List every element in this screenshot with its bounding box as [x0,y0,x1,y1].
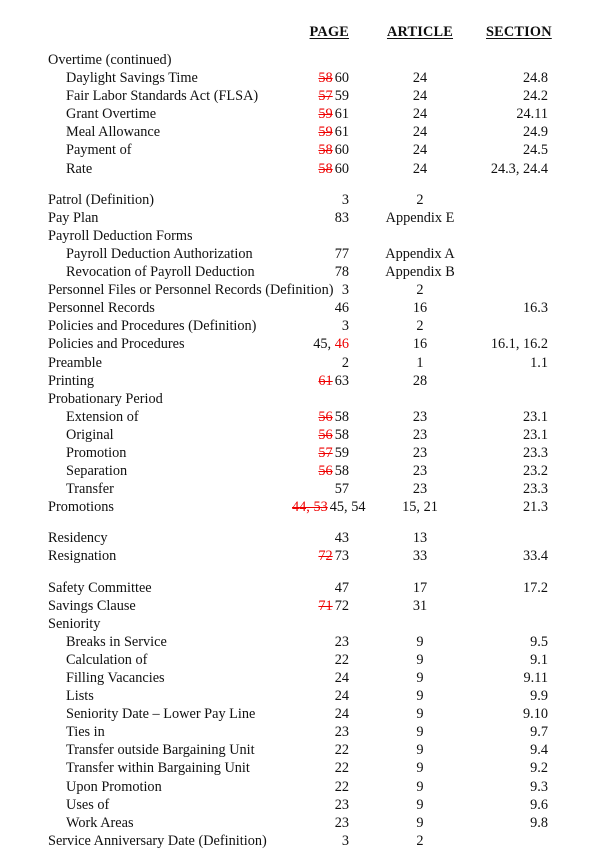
index-entry-section: 24.3, 24.4 [490,160,548,177]
index-entry-page [292,390,354,408]
index-entry-row [0,480,600,498]
index-entry-article: 2 [416,191,424,208]
index-entry-label: Meal Allowance [66,124,161,141]
index-entry-row [0,741,600,759]
index-entry-section [486,209,600,227]
index-entry-label: Transfer outside Bargaining Unit [66,742,255,759]
index-entry-row [0,462,600,480]
index-entry-section: 9.10 [522,706,548,723]
index-entry-page [292,372,354,390]
index-entry-row [0,597,600,615]
page-number: 47 [334,579,349,596]
index-entry-article: 9 [416,760,424,777]
struck-page-number: 58 [318,142,333,159]
index-entry-label: Transfer within Bargaining Unit [66,760,250,777]
index-entry-row [0,354,600,372]
index-entry-row [0,335,600,353]
index-entry-article: 9 [416,742,424,759]
struck-page-number: 44, 53 [292,499,328,516]
index-entry-article: 24 [412,88,428,105]
index-entry-article: 23 [412,444,428,461]
index-entry-label: Filling Vacancies [66,670,165,686]
index-entry-page [292,832,354,850]
index-entry-label: Personnel Records [48,300,155,317]
index-entry-article: 9 [416,670,424,686]
index-entry-section [486,245,600,263]
index-entry-section: 9.2 [530,760,548,777]
index-entry-article: 23 [412,463,428,480]
index-entry-section [486,227,600,245]
page-number: 72 [334,597,349,614]
group-separator-cell [0,566,600,579]
index-entry-label: Separation [66,463,128,480]
index-entry-article: 33 [412,548,428,565]
index-entry-page [292,263,354,281]
column-header-label [0,24,292,51]
index-entry-page [292,335,354,353]
index-entry-page [292,209,354,227]
page-number: 22 [334,760,349,777]
index-entry-row [0,372,600,390]
index-entry-row [0,408,600,426]
index-entry-article: 9 [416,688,424,705]
index-entry-section: 9.8 [530,814,548,831]
page-number: 22 [334,651,349,668]
group-separator [0,516,600,529]
index-entry-article: 24 [412,70,428,87]
index-entry-page [292,529,354,547]
index-entry-section: 9.6 [530,796,548,813]
index-entry-article [354,51,486,69]
struck-page-number: 59 [318,124,333,141]
index-entry-row [0,778,600,796]
index-entry-page [292,141,354,159]
page-number: 58 [334,426,349,443]
index-entry-label: Payroll Deduction Authorization [66,245,253,262]
page-number: 3 [341,282,349,299]
index-entry-article: 24 [412,160,428,177]
index-entry-article: 24 [412,106,428,123]
index-entry-label: Calculation of [66,651,148,668]
column-header-section: SECTION [486,24,552,40]
index-entry-label: Lists [66,688,94,705]
index-entry-label: Probationary Period [48,390,163,407]
index-entry-row [0,191,600,209]
struck-page-number: 58 [318,70,333,87]
index-entry-label: Seniority [48,615,101,632]
page-number: 2 [341,354,349,371]
index-entry-section: 33.4 [522,548,548,565]
index-entry-section: 24.2 [522,88,548,105]
index-entry-article: Appendix A [385,245,455,262]
page-number: 59 [334,88,349,105]
index-entry-row [0,687,600,705]
index-entry-label: Resignation [48,548,117,565]
index-entry-page [292,462,354,480]
index-entry-label: Payment of [66,142,132,159]
page-number: 23 [334,724,349,741]
index-entry-section [486,597,600,615]
index-entry-row [0,299,600,317]
struck-page-number: 56 [318,463,333,480]
index-entry-article: 9 [416,724,424,741]
index-entry-row [0,209,600,227]
index-entry-row [0,123,600,141]
header-row [0,24,600,51]
index-entry-row [0,796,600,814]
index-entry-page [292,299,354,317]
table-header [0,24,600,51]
page-number: 83 [334,209,349,226]
index-entry-section: 23.3 [522,481,548,498]
index-entry-page [292,814,354,832]
index-entry-page [292,778,354,796]
index-entry-label: Policies and Procedures (Definition) [48,318,257,335]
index-entry-article: 23 [412,408,428,425]
index-entry-row [0,69,600,87]
index-entry-page [292,227,354,245]
index-entry-section: 23.3 [522,444,548,461]
page-number: 24 [334,706,349,723]
struck-page-number: 61 [318,372,333,389]
index-entry-page [292,317,354,335]
index-entry-label: Pay Plan [48,209,99,226]
index-entry-label: Uses of [66,796,110,813]
index-entry-article: 16 [412,336,428,353]
index-entry-section: 9.5 [530,633,548,650]
column-header-article: ARTICLE [386,24,454,40]
index-entry-page [292,597,354,615]
index-entry-row [0,317,600,335]
index-entry-section: 9.1 [530,651,548,668]
index-entry-page [292,547,354,565]
page-number-prefix: 45, [313,336,335,353]
page-number: 59 [334,444,349,461]
index-entry-section [486,317,600,335]
index-entry-article: 9 [416,814,424,831]
index-entry-page [292,579,354,597]
index-entry-label: Work Areas [66,814,134,831]
index-entry-row [0,615,600,633]
index-entry-page [292,408,354,426]
index-entry-label: Service Anniversary Date (Definition) [48,832,267,849]
index-entry-page [292,191,354,209]
index-entry-label: Fair Labor Standards Act (FLSA) [66,88,259,105]
index-entry-row [0,263,600,281]
index-entry-section [486,191,600,209]
page-number: 61 [334,124,349,141]
index-entry-row [0,281,600,299]
index-entry-page [292,796,354,814]
index-entry-section: 23.1 [522,426,548,443]
index-entry-article: 9 [416,651,424,668]
index-entry-article: Appendix E [385,209,455,226]
index-entry-article: 13 [412,530,428,547]
index-entry-label: Safety Committee [48,579,152,596]
index-entry-label: Savings Clause [48,597,136,614]
index-entry-label: Payroll Deduction Forms [48,227,193,244]
index-entry-article: 23 [412,481,428,498]
struck-page-number: 58 [318,160,333,177]
index-entry-page [292,741,354,759]
page-number: 73 [334,548,349,565]
index-entry-row [0,444,600,462]
index-entry-page [292,160,354,178]
index-entry-section [486,615,600,633]
index-entry-section: 24.11 [516,106,548,123]
index-entry-page [292,633,354,651]
struck-page-number: 57 [318,88,333,105]
index-entry-row [0,498,600,516]
index-entry-row [0,87,600,105]
page-number: 24 [334,670,349,686]
struck-page-number: 56 [318,426,333,443]
index-entry-section [486,372,600,390]
index-entry-row [0,426,600,444]
index-entry-section: 9.4 [530,742,548,759]
index-entry-label: Overtime (continued) [48,52,172,68]
index-entry-page [292,651,354,669]
page-number: 77 [334,245,349,262]
index-entry-section: 17.2 [522,579,548,596]
index-entry-label: Patrol (Definition) [48,191,155,208]
column-header-page: PAGE [309,24,349,40]
index-entry-section: 24.9 [522,124,548,141]
page-number: 22 [334,778,349,795]
index-entry-row [0,814,600,832]
struck-page-number: 56 [318,408,333,425]
page-number: 3 [341,832,349,849]
struck-page-number: 57 [318,444,333,461]
table-body [0,51,600,850]
index-entry-page [292,69,354,87]
index-entry-label: Original [66,426,114,443]
index-entry-article: 15, 21 [402,499,438,516]
page-number: 58 [334,463,349,480]
struck-page-number: 59 [318,106,333,123]
index-entry-label: Policies and Procedures [48,336,185,353]
page-number: 22 [334,742,349,759]
index-entry-section [486,529,600,547]
index-entry-page [292,105,354,123]
index-entry-page [292,123,354,141]
page-number: 61 [334,106,349,123]
index-entry-label: Breaks in Service [66,633,167,650]
index-entry-article: 2 [416,282,424,299]
index-table [0,24,600,850]
page-number: 60 [334,160,349,177]
index-entry-section: 1.1 [530,354,548,371]
group-separator-cell [0,516,600,529]
index-entry-page [292,705,354,723]
index-entry-page [292,51,354,69]
index-entry-page [292,87,354,105]
page-number: 3 [341,318,349,335]
struck-page-number: 71 [318,597,333,614]
group-separator-cell [0,178,600,191]
page-number: 58 [334,408,349,425]
index-entry-article: 1 [416,354,424,371]
page-number: 63 [334,372,349,389]
page-number: 57 [334,481,349,498]
revised-page-number: 46 [334,336,349,353]
index-entry-label: Grant Overtime [66,106,157,123]
group-separator [0,178,600,191]
index-entry-label: Revocation of Payroll Deduction [66,264,255,281]
index-entry-row [0,529,600,547]
page-number: 78 [334,264,349,281]
index-entry-section [486,263,600,281]
index-entry-article [354,227,486,245]
index-entry-section: 9.11 [523,670,548,686]
page-number: 24 [334,688,349,705]
page-number: 23 [334,633,349,650]
page-number: 23 [334,814,349,831]
page-number: 43 [334,530,349,547]
page-number: 46 [334,300,349,317]
index-entry-row [0,651,600,669]
index-entry-section: 16.1, 16.2 [490,336,548,353]
index-entry-article: 24 [412,124,428,141]
index-entry-row [0,633,600,651]
index-entry-section [486,281,600,299]
index-entry-article: 9 [416,633,424,650]
index-entry-section [486,390,600,408]
page-number: 60 [334,70,349,87]
index-entry-page [292,615,354,633]
index-entry-section: 16.3 [522,300,548,317]
index-entry-row [0,390,600,408]
index-entry-section: 9.9 [530,688,548,705]
index-entry-label: Personnel Files or Personnel Records (Definition) [48,282,334,299]
index-entry-article: 23 [412,426,428,443]
index-entry-page [292,759,354,777]
index-entry-row [0,705,600,723]
index-entry-label: Upon Promotion [66,778,162,795]
index-entry-article: 9 [416,778,424,795]
page-number: 23 [334,796,349,813]
index-entry-article: 17 [412,579,428,596]
index-entry-label: Residency [48,530,108,547]
index-entry-row [0,227,600,245]
index-entry-section: 24.8 [522,70,548,87]
index-entry-section: 23.1 [522,408,548,425]
index-entry-article: 31 [412,597,428,614]
index-entry-page [292,669,354,687]
index-entry-label: Printing [48,372,95,389]
page-number: 3 [341,191,349,208]
index-entry-row [0,105,600,123]
index-entry-row [0,723,600,741]
struck-page-number: 72 [318,548,333,565]
index-entry-label: Transfer [66,481,114,498]
index-entry-section: 21.3 [522,499,548,516]
index-entry-article: 2 [416,832,424,849]
index-entry-label: Seniority Date – Lower Pay Line [66,706,256,723]
index-entry-article: 2 [416,318,424,335]
index-entry-section: 23.2 [522,463,548,480]
index-entry-row [0,51,600,69]
index-entry-page [292,245,354,263]
index-entry-page [292,498,366,516]
index-entry-article: 9 [416,706,424,723]
index-entry-page [292,426,354,444]
index-entry-section: 9.7 [530,724,548,741]
index-entry-label: Rate [66,160,93,177]
index-entry-row [0,141,600,159]
index-entry-article: 28 [412,372,428,389]
index-entry-row [0,759,600,777]
index-entry-row [0,579,600,597]
index-entry-page [292,687,354,705]
index-entry-section: 24.5 [522,142,548,159]
page-number: 60 [334,142,349,159]
index-entry-label: Ties in [66,724,105,741]
index-entry-page [292,354,354,372]
index-entry-section: 9.3 [530,778,548,795]
index-entry-row [0,669,600,687]
index-entry-label: Preamble [48,354,102,371]
index-entry-row [0,832,600,850]
index-entry-page [292,480,354,498]
index-entry-page [292,444,354,462]
index-entry-row [0,547,600,565]
index-entry-article: Appendix B [385,264,455,281]
index-entry-article [354,615,486,633]
index-entry-section [486,832,600,850]
index-entry-page [292,723,354,741]
index-entry-row [0,245,600,263]
group-separator [0,566,600,579]
index-entry-label: Daylight Savings Time [66,70,198,87]
index-entry-label: Promotions [48,499,114,516]
index-entry-article [354,390,486,408]
index-entry-section [486,51,600,69]
index-entry-label: Extension of [66,408,139,425]
index-entry-article: 16 [412,300,428,317]
index-entry-article: 9 [416,796,424,813]
index-entry-article: 24 [412,142,428,159]
index-entry-label: Promotion [66,444,127,461]
page-number: 45, 54 [329,499,366,516]
index-entry-row [0,160,600,178]
